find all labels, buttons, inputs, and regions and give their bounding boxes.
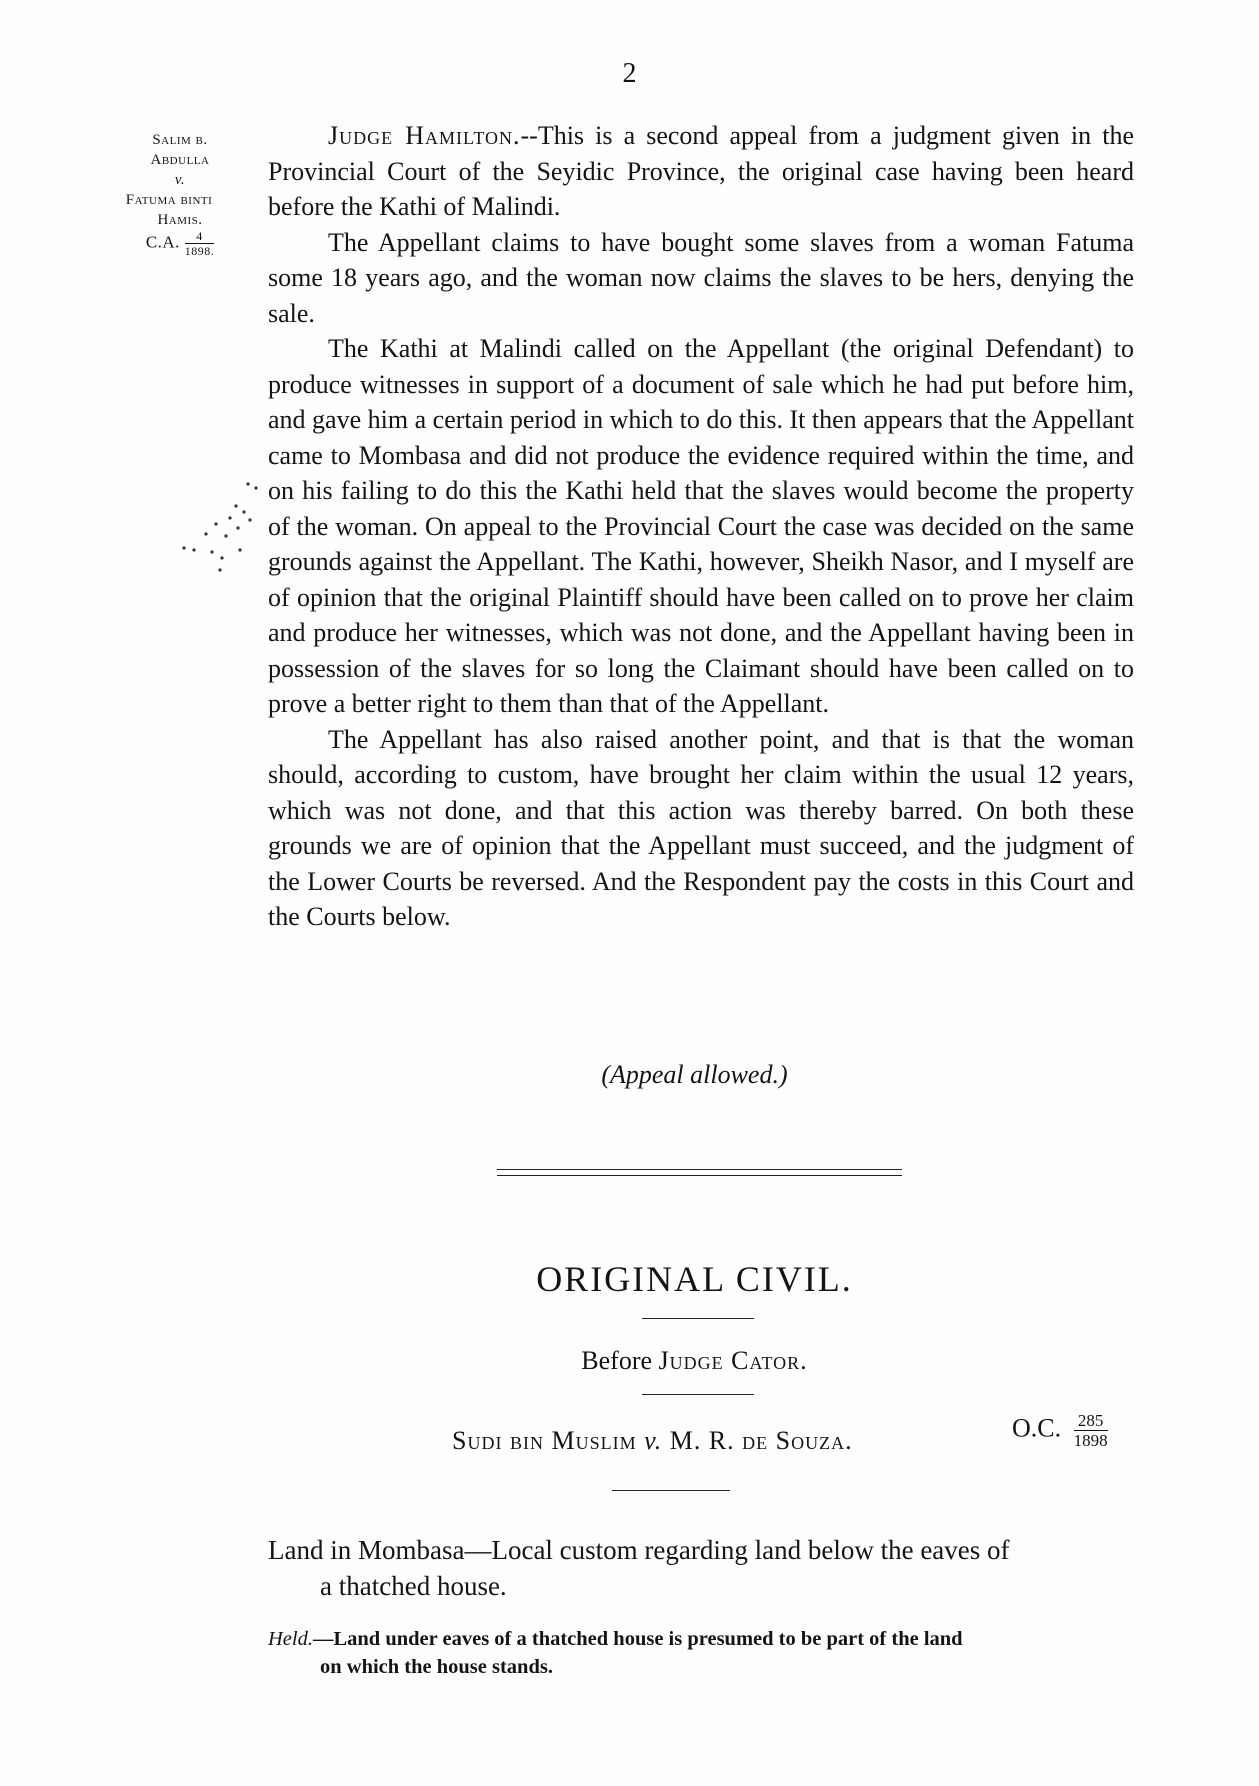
headnote-line-2: a thatched house. — [320, 1571, 507, 1601]
margin-party-2-cont: Hamis. — [157, 212, 203, 228]
headnote — [268, 1532, 1134, 1604]
oc-prefix: O.C. — [1012, 1413, 1062, 1443]
margin-party-1: Salim b. — [152, 132, 208, 148]
margin-party-1-cont: Abdulla — [150, 152, 210, 168]
judgment-paragraph-1 — [268, 118, 1134, 225]
judgment-paragraph-3: The Kathi at Malindi called on the Appellant (the original Defendant) to produce witnesses in support of a document of sale which he had put before him, and gave him a certain period in which to do this. It then appears that the Appellant came to Mombasa and did not produce the evidence required within the time, and on his failing to do this the Kathi held that the slaves would become the property of the woman. On appeal to the Provincial Court the case was decided on the same grounds against the Appellant. The Kathi, however, Sheikh Nasor, and I myself are of opinion that the original Plaintiff should have been called on to prove her claim and produce her witnesses, which was not done, and the Appellant having been in possession of the slaves for so long the Claimant should have been called on to prove a better right to them than that of the Appellant. — [268, 334, 1134, 718]
appeal-outcome: (Appeal allowed.) — [601, 1060, 788, 1089]
case-defendant: M. R. de Souza. — [669, 1426, 853, 1455]
page-number: 2 — [622, 58, 637, 89]
case-plaintiff: Sudi bin Muslim — [452, 1426, 637, 1455]
presiding-judge — [0, 1346, 1259, 1376]
print-specks — [176, 478, 266, 588]
presiding-judge-name: Judge Cator. — [658, 1346, 808, 1375]
held-line-1 — [268, 1625, 1134, 1653]
margin-versus: v. — [174, 172, 186, 188]
margin-ca-year: 1898. — [184, 244, 215, 258]
judgment-text — [268, 118, 1134, 935]
section-title: ORIGINAL CIVIL. — [536, 1259, 853, 1299]
margin-ca-reference — [110, 230, 250, 257]
oc-fraction — [1074, 1412, 1108, 1449]
oc-year: 1898 — [1073, 1431, 1108, 1450]
title-rule — [642, 1318, 754, 1319]
held-line-2: on which the house stands. — [320, 1656, 553, 1678]
margin-case-citation — [110, 130, 250, 257]
held-label: Held. — [268, 1628, 313, 1650]
headnote-line-1: Land in Mombasa—Local custom regarding land below the eaves of — [268, 1535, 1010, 1565]
held-text-1: —Land under eaves of a thatched house is presumed to be part of the land — [312, 1628, 963, 1650]
judge-name: Judge Hamilton. — [328, 121, 521, 150]
margin-ca-fraction — [185, 230, 215, 257]
held-note — [268, 1625, 1134, 1681]
judgment-paragraph-2: The Appellant claims to have bought some slaves from a woman Fatuma some 18 years ago, and the woman now claims the slaves to be hers, denying the sale. — [268, 227, 1134, 328]
before-label: Before — [581, 1346, 659, 1375]
case-rule — [612, 1490, 730, 1491]
judgment-paragraph-4: The Appellant has also raised another point, and that is that the woman should, according to custom, have brought her claim within the usual 12 years, which was not done, and that this action was thereby barred. On both these grounds we are of opinion that the Appellant must succeed, and the judgment of the Lower Courts be reversed. And the Respondent pay the costs in this Court and the Courts below. — [268, 724, 1134, 931]
case-versus: v. — [644, 1426, 663, 1455]
margin-ca-number: 4 — [185, 230, 215, 244]
oc-reference — [1012, 1412, 1108, 1449]
oc-number: 285 — [1074, 1412, 1108, 1431]
section-divider — [497, 1169, 902, 1176]
case-name — [452, 1426, 853, 1456]
judge-rule — [642, 1394, 754, 1395]
judgment-paragraph-1-text: --This is a second appeal from a judgment given in the Provincial Court of the Seyidic Province, the original case having been heard before the Kathi of Malindi. — [268, 121, 1134, 221]
margin-party-2: Fatuma binti — [125, 192, 213, 208]
margin-ca-prefix: C.A. — [145, 232, 180, 252]
